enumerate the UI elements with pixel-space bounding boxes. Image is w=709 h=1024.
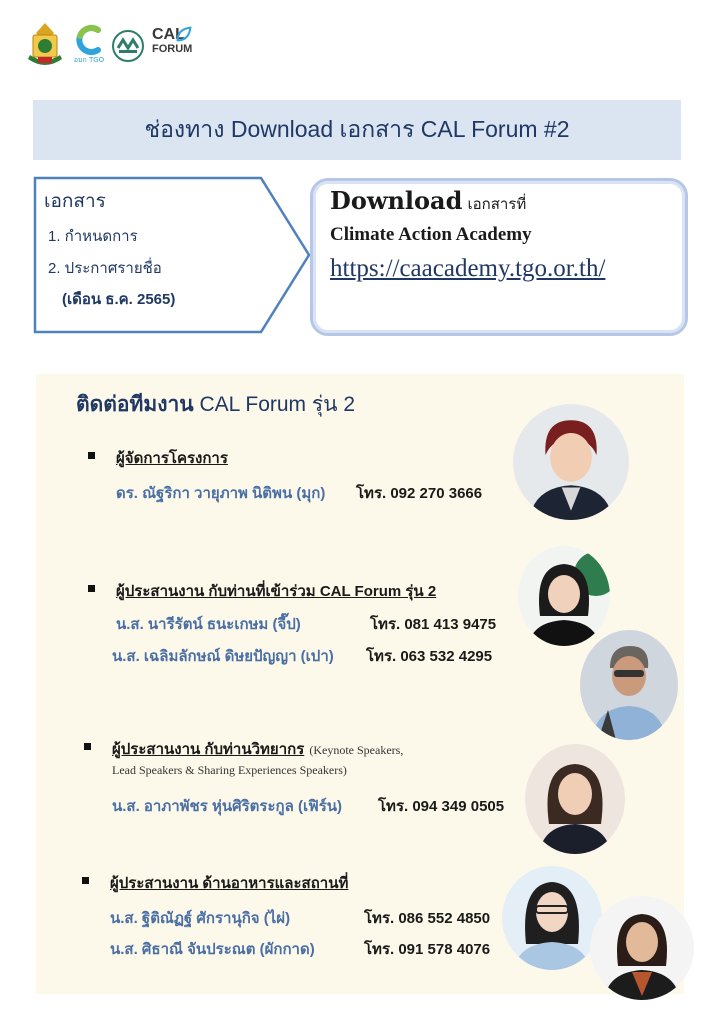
role-participant-coordinator: ผู้ประสานงาน กับท่านที่เข้าร่วม CAL Forum รุ่น 2 bbox=[116, 583, 437, 600]
portrait-photo-project-manager bbox=[513, 404, 629, 520]
page-title: ช่องทาง Download เอกสาร CAL Forum #2 bbox=[144, 116, 570, 142]
role-speaker-coordinator bbox=[112, 737, 403, 761]
academy-name: Climate Action Academy bbox=[330, 224, 532, 245]
tgo-c-logo bbox=[74, 22, 104, 70]
person-phone[interactable]: โทร. 092 270 3666 bbox=[356, 485, 483, 502]
document-item-name-list: 2. ประกาศรายชื่อ bbox=[48, 260, 162, 277]
person-phone[interactable]: โทร. 094 349 0505 bbox=[378, 798, 505, 815]
role-speaker-coordinator-title: ผู้ประสานงาน กับท่านวิทยากร bbox=[112, 741, 305, 758]
download-heading bbox=[330, 186, 526, 216]
cal-leaf-icon bbox=[176, 26, 192, 42]
person-name: ดร. ณัฐริกา วายุภาพ นิติพน (มุก) bbox=[116, 485, 326, 502]
contact-title-bold: ติดต่อทีมงาน bbox=[76, 393, 194, 416]
tgo-round-logo bbox=[112, 30, 144, 62]
portrait-photo-coordinator-2 bbox=[580, 630, 678, 740]
cal-logo-top: CAL bbox=[152, 26, 185, 43]
bullet-icon bbox=[88, 585, 95, 592]
documents-date-note: (เดือน ธ.ค. 2565) bbox=[62, 291, 176, 308]
download-word: Download bbox=[330, 186, 463, 215]
ministry-crest-logo bbox=[24, 21, 66, 71]
person-name: น.ส. ศิธาณี จันประณต (ผักกาด) bbox=[110, 941, 315, 958]
cal-forum-logo bbox=[152, 26, 194, 66]
role-project-manager: ผู้จัดการโครงการ bbox=[116, 450, 228, 467]
bullet-icon bbox=[84, 743, 91, 750]
contact-title bbox=[76, 388, 355, 421]
person-name: น.ส. ฐิติณัฏฐ์ ศักรานุกิจ (ไผ่) bbox=[110, 910, 291, 927]
page-title-bar bbox=[33, 100, 681, 160]
logo-row bbox=[24, 20, 194, 72]
contact-title-rest: CAL Forum รุ่น 2 bbox=[193, 393, 356, 416]
role-speaker-sub-1: (Keynote Speakers, bbox=[309, 743, 404, 757]
person-name: น.ส. อาภาพัชร หุ่นศิริตระกูล (เฟิร์น) bbox=[112, 798, 343, 815]
role-venue-coordinator: ผู้ประสานงาน ด้านอาหารและสถานที่ bbox=[110, 875, 349, 892]
person-phone[interactable]: โทร. 081 413 9475 bbox=[370, 616, 497, 633]
tgo-caption: อบก TGO bbox=[74, 56, 104, 64]
cal-logo-bottom: FORUM bbox=[152, 43, 193, 55]
person-phone[interactable]: โทร. 063 532 4295 bbox=[366, 648, 493, 665]
person-phone[interactable]: โทร. 086 552 4850 bbox=[364, 910, 491, 927]
documents-heading: เอกสาร bbox=[44, 191, 106, 212]
download-url-link[interactable]: https://caacademy.tgo.or.th/ bbox=[330, 255, 606, 282]
person-name: น.ส. นารีรัตน์ ธนะเกษม (จี๊ป) bbox=[116, 616, 301, 633]
portrait-photo-speaker-coordinator bbox=[525, 744, 625, 854]
bullet-icon bbox=[82, 877, 89, 884]
portrait-photo-venue-coordinator-1 bbox=[502, 866, 602, 970]
person-phone[interactable]: โทร. 091 578 4076 bbox=[364, 941, 491, 958]
portrait-photo-coordinator-1 bbox=[518, 546, 610, 646]
document-item-schedule: 1. กำหนดการ bbox=[48, 228, 138, 245]
person-name: น.ส. เฉลิมลักษณ์ ดิษยปัญญา (เปา) bbox=[112, 648, 334, 665]
portrait-photo-venue-coordinator-2 bbox=[590, 896, 694, 1000]
download-docs-word: เอกสารที่ bbox=[467, 196, 527, 213]
role-speaker-sub-2: Lead Speakers & Sharing Experiences Speakers) bbox=[112, 763, 347, 777]
bullet-icon bbox=[88, 452, 95, 459]
